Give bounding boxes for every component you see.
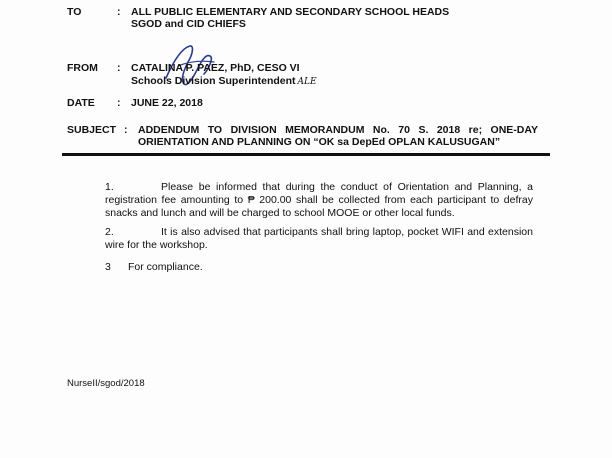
date-label: DATE [67, 97, 95, 109]
reference-code: NurseII/sgod/2018 [67, 378, 145, 389]
subject-text [138, 124, 538, 148]
subject-line2: ORIENTATION AND PLANNING ON “OK sa DepEd OPLAN KALUSUGAN” [138, 136, 501, 148]
item-number: 2. [105, 226, 114, 238]
to-recipients [131, 6, 449, 30]
list-item [105, 226, 533, 252]
from-title: Schools Division Superintendent [131, 75, 296, 87]
item-number: 3 [105, 261, 111, 273]
item-text: It is also advised that participants shall bring laptop, pocket WIFI and extension wire for the workshop. [105, 226, 533, 251]
from-title-line [131, 75, 317, 87]
date-value: JUNE 22, 2018 [131, 97, 203, 109]
from-colon: : [117, 62, 121, 74]
item-text: For compliance. [128, 261, 203, 273]
from-label: FROM [67, 62, 98, 74]
item-text: Please be informed that during the conduct of Orientation and Planning, a registration fee amounting to ₱ 200.00 shall be collected from each participant to defray snacks and lunch and will be charged to school MOOE or other local funds. [105, 181, 533, 219]
to-recipient-line1: ALL PUBLIC ELEMENTARY AND SECONDARY SCHOOL HEADS [131, 6, 450, 18]
header-divider [62, 153, 550, 156]
subject-label: SUBJECT [67, 124, 117, 136]
list-item [105, 261, 533, 274]
subject-line1: ADDENDUM TO DIVISION MEMORANDUM No. 70 S. 2018 re; ONE-DAY [138, 124, 538, 136]
to-label: TO [67, 6, 82, 18]
subject-colon: : [124, 124, 128, 136]
list-item [105, 181, 533, 220]
to-recipient-line2: SGOD and CID CHIEFS [131, 18, 246, 30]
item-number: 1. [105, 181, 114, 193]
handwritten-initials: ALE [297, 77, 317, 87]
date-colon: : [117, 97, 121, 109]
from-name: CATALINA P. PAEZ, PhD, CESO VI [131, 62, 300, 74]
to-colon: : [117, 6, 121, 18]
